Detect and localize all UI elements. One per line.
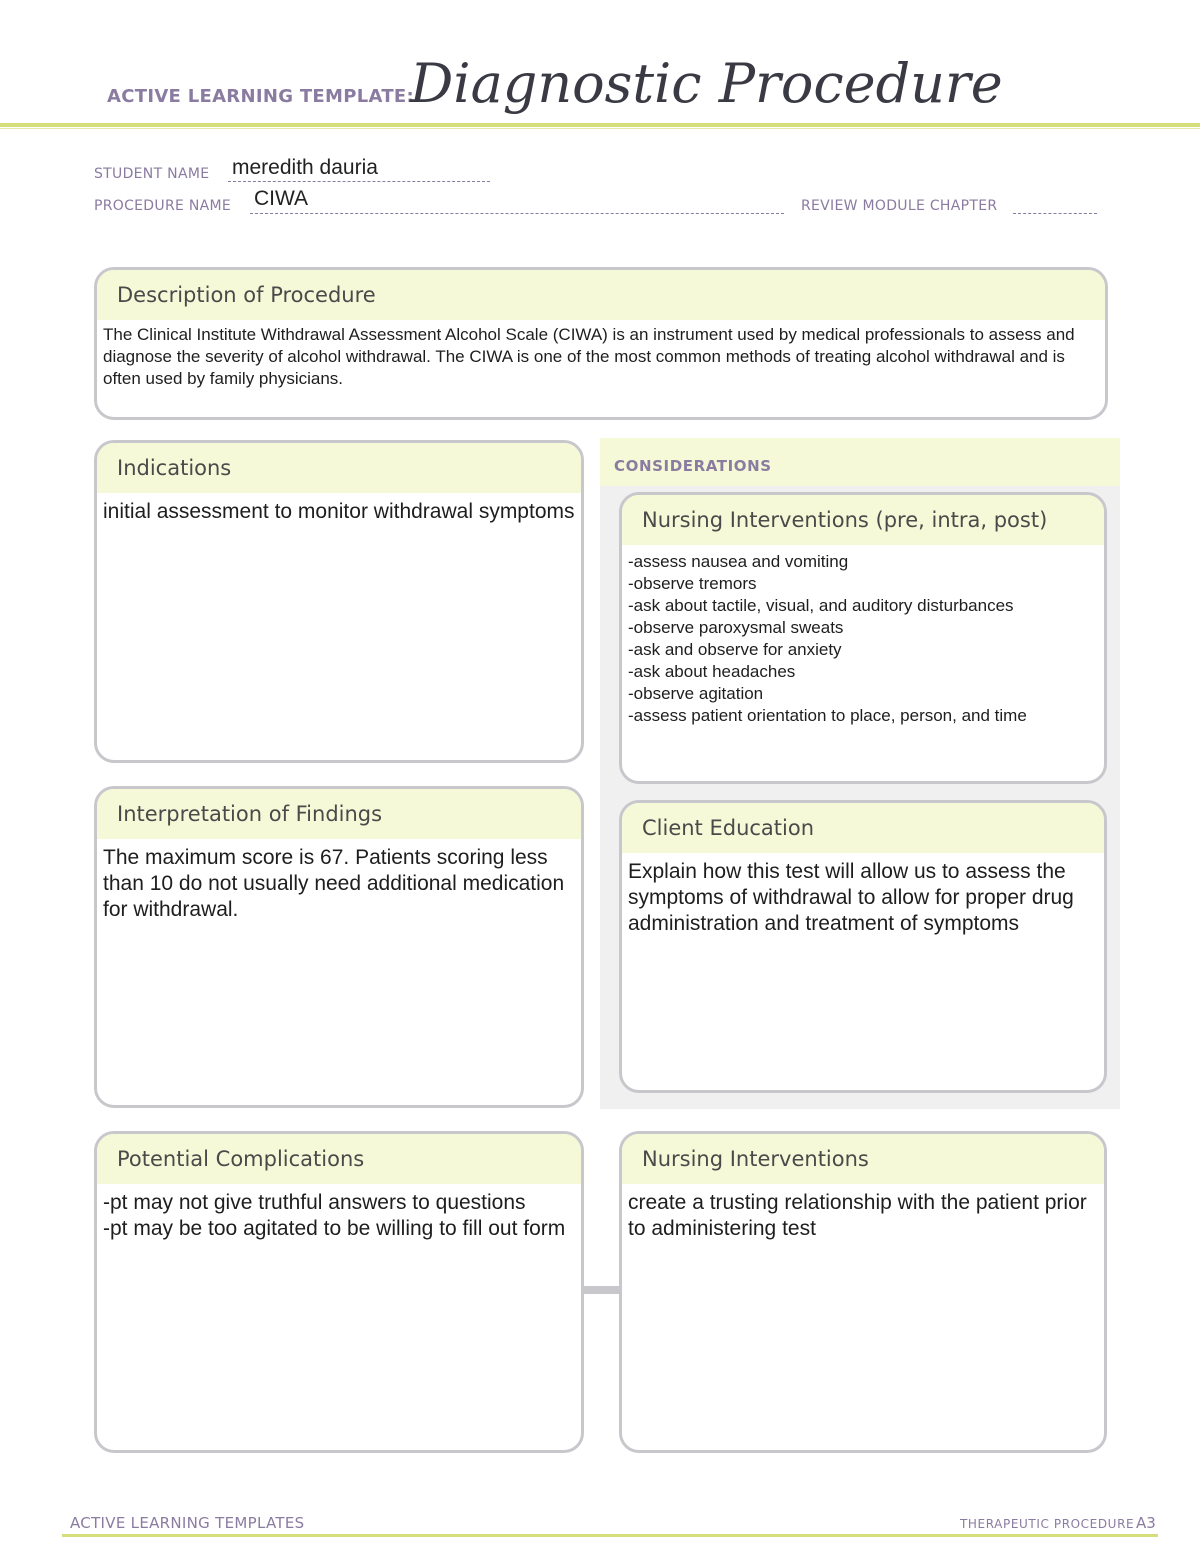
client-education-title: Client Education	[642, 816, 815, 840]
complications-header	[97, 1134, 581, 1184]
nursing-interventions-pre-title: Nursing Interventions (pre, intra, post)	[642, 508, 1048, 532]
nursing-interventions-text[interactable]: create a trusting relationship with the patient prior to administering test	[628, 1191, 1087, 1240]
interpretation-header	[97, 789, 581, 839]
nursing-interventions-header	[622, 1134, 1104, 1184]
footer-left-label: ACTIVE LEARNING TEMPLATES	[70, 1514, 305, 1532]
description-header	[97, 270, 1105, 320]
complications-box	[94, 1131, 584, 1453]
indications-header	[97, 443, 581, 493]
box-connector	[580, 1286, 622, 1294]
footer-right-label: THERAPEUTIC PROCEDURE	[960, 1517, 1135, 1531]
complications-title: Potential Complications	[117, 1147, 365, 1171]
header-rule-thin	[0, 128, 1200, 129]
description-title: Description of Procedure	[117, 283, 376, 307]
footer-page-number: A3	[1136, 1514, 1156, 1532]
indications-title: Indications	[117, 456, 232, 480]
student-name-field[interactable]: meredith dauria	[232, 156, 378, 179]
nursing-interventions-pre-text[interactable]: -assess nausea and vomiting -observe tremors -ask about tactile, visual, and auditory disturbances -observe paroxysmal sweats -ask and observe for anxiety -ask about headaches -observe agitation -assess patient orientation to place, person, and time	[628, 552, 1027, 725]
procedure-name-underline	[250, 213, 784, 214]
footer-rule	[62, 1534, 1158, 1537]
complications-text[interactable]: -pt may not give truthful answers to questions -pt may be too agitated to be willing to fill out form	[103, 1191, 566, 1240]
review-module-label: REVIEW MODULE CHAPTER	[801, 198, 998, 214]
interpretation-box	[94, 786, 584, 1108]
client-education-box	[619, 800, 1107, 1093]
client-education-text[interactable]: Explain how this test will allow us to assess the symptoms of withdrawal to allow for proper drug administration and treatment of symptoms	[628, 860, 1074, 935]
interpretation-text[interactable]: The maximum score is 67. Patients scoring less than 10 do not usually need additional medication for withdrawal.	[103, 846, 565, 921]
indications-text[interactable]: initial assessment to monitor withdrawal symptoms	[103, 500, 575, 523]
student-name-underline	[228, 181, 490, 182]
nursing-interventions-title: Nursing Interventions	[642, 1147, 869, 1171]
indications-box	[94, 440, 584, 763]
description-text[interactable]: The Clinical Institute Withdrawal Assessment Alcohol Scale (CIWA) is an instrument used by medical professionals to assess and diagnose the severity of alcohol withdrawal. The CIWA is one of the most common methods of treating alcohol withdrawal and is often used by family physicians.	[103, 325, 1075, 388]
nursing-interventions-box	[619, 1131, 1107, 1453]
nursing-interventions-pre-header	[622, 495, 1104, 545]
procedure-name-field[interactable]: CIWA	[254, 187, 309, 210]
template-label: ACTIVE LEARNING TEMPLATE:	[107, 86, 414, 107]
description-box	[94, 267, 1108, 420]
procedure-name-label: PROCEDURE NAME	[94, 198, 232, 214]
header-rule	[0, 123, 1200, 127]
interpretation-title: Interpretation of Findings	[117, 802, 383, 826]
review-module-field[interactable]	[1013, 213, 1097, 214]
client-education-header	[622, 803, 1104, 853]
page-title: Diagnostic Procedure	[410, 52, 1003, 115]
student-name-label: STUDENT NAME	[94, 166, 210, 182]
considerations-title: CONSIDERATIONS	[614, 457, 772, 475]
nursing-interventions-pre-box	[619, 492, 1107, 784]
